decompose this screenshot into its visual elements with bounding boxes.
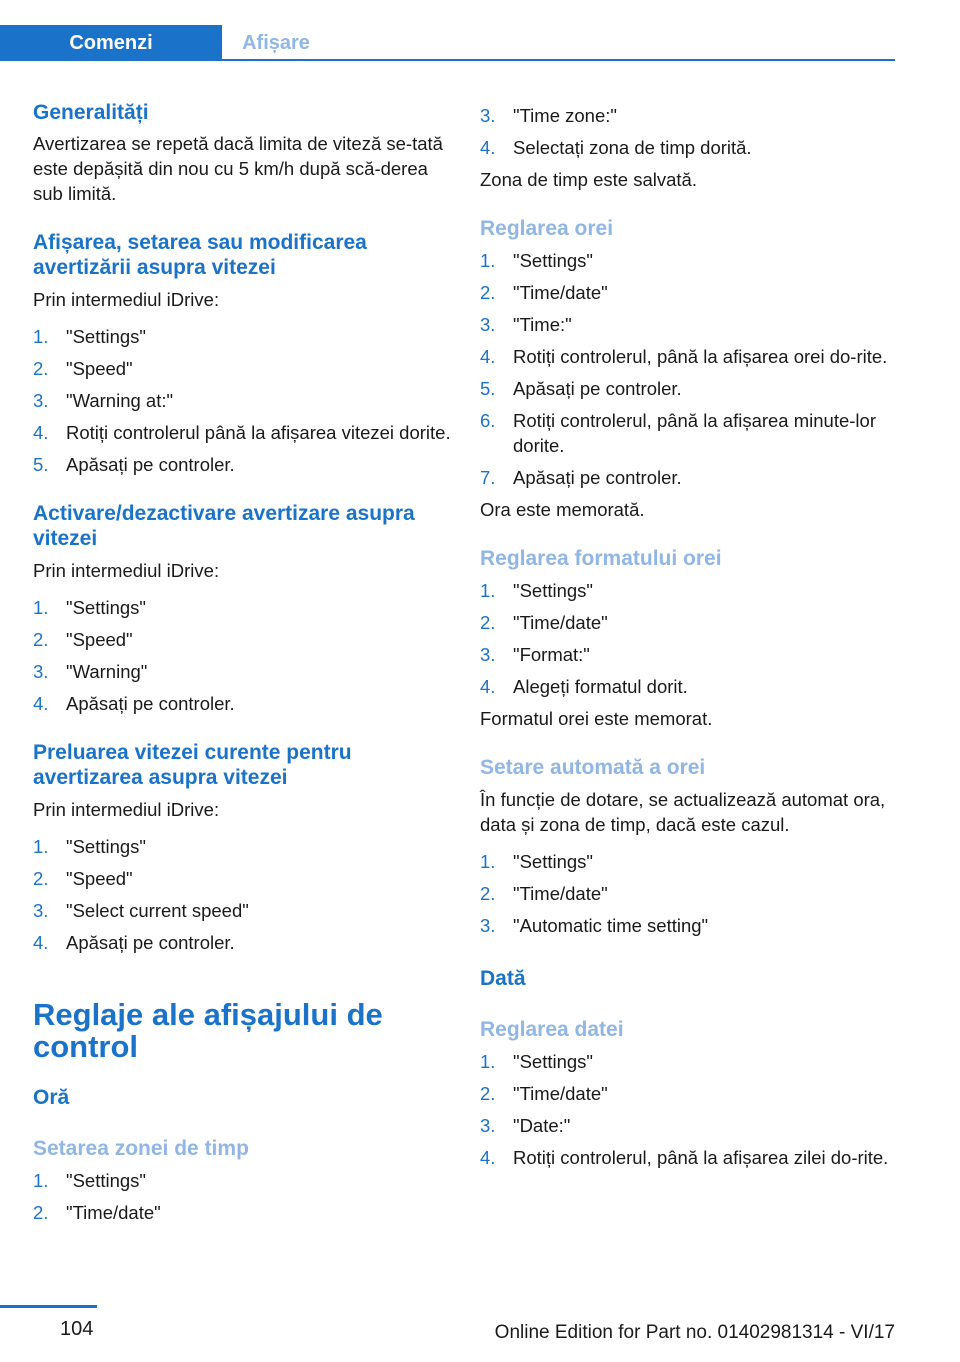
step-list: [480, 578, 898, 699]
step-list: [33, 1168, 451, 1225]
tab-afisare[interactable]: Afișare: [242, 32, 310, 54]
section-title: Preluarea vitezei curente pentru avertizarea asupra vitezei: [33, 741, 352, 789]
right-column: [480, 100, 898, 1170]
tab-comenzi[interactable]: Comenzi: [0, 25, 222, 61]
list-item: 4. Apăsați pe controler.: [33, 932, 235, 953]
step-list: [480, 1049, 898, 1170]
list-item: 4. Selectați zona de timp dorită.: [480, 137, 752, 158]
section-title: Activare/dezactivare avertizare asupra vitezei: [33, 502, 415, 550]
list-item: 6. Rotiți controlerul, până la afișarea minute-lor dorite.: [480, 410, 876, 456]
list-item: 1. "Settings": [480, 1051, 593, 1072]
step-list: [33, 834, 451, 955]
paragraph: Prin intermediul iDrive:: [33, 289, 220, 310]
left-column: [33, 100, 451, 1225]
subsection-title: Reglarea formatului orei: [480, 547, 722, 570]
list-item: 3. "Format:": [480, 644, 590, 665]
list-item: 3. "Automatic time setting": [480, 915, 709, 936]
list-item: 2. "Speed": [33, 868, 133, 889]
list-item: 4. Rotiți controlerul până la afișarea vitezei dorite.: [33, 422, 451, 443]
list-item: 2. "Time/date": [480, 282, 608, 303]
edition-note: Online Edition for Part no. 01402981314 - VI/17: [494, 1322, 895, 1343]
step-list: [480, 849, 898, 938]
list-item: 3. "Warning": [33, 661, 148, 682]
list-item: 3. "Time:": [480, 314, 572, 335]
list-item: 5. Apăsați pe controler.: [480, 378, 682, 399]
list-item: 2. "Speed": [33, 629, 133, 650]
list-item: 1. "Settings": [480, 851, 593, 872]
list-item: 1. "Settings": [33, 1170, 146, 1191]
list-item: 2. "Time/date": [480, 1083, 608, 1104]
paragraph: Formatul orei este memorat.: [480, 708, 713, 729]
list-item: 1. "Settings": [33, 597, 146, 618]
page-number: 104: [60, 1318, 94, 1340]
paragraph: Prin intermediul iDrive:: [33, 560, 220, 581]
section-title: Generalități: [33, 101, 149, 124]
list-item: 1. "Settings": [480, 580, 593, 601]
list-item: 2. "Time/date": [33, 1202, 161, 1223]
list-item: 3. "Select current speed": [33, 900, 249, 921]
list-item: 3. "Warning at:": [33, 390, 174, 411]
section-title: Dată: [480, 967, 526, 990]
step-list: [33, 324, 451, 477]
subsection-title: Setarea zonei de timp: [33, 1137, 249, 1160]
list-item: 2. "Time/date": [480, 883, 608, 904]
subsection-title: Reglarea datei: [480, 1018, 624, 1041]
subsection-title: Setare automată a orei: [480, 756, 706, 779]
footer-rule: [0, 1305, 97, 1308]
list-item: 1. "Settings": [33, 326, 146, 347]
tab-underline: [0, 59, 895, 61]
list-item: 4. Alegeți formatul dorit.: [480, 676, 688, 697]
paragraph: Avertizarea se repetă dacă limita de viteză se-tată este depășită din nou cu 5 km/h după scă-derea sub limită.: [33, 133, 443, 204]
list-item: 2. "Time/date": [480, 612, 608, 633]
paragraph: Prin intermediul iDrive:: [33, 799, 220, 820]
section-title: Oră: [33, 1086, 70, 1109]
list-item: 1. "Settings": [33, 836, 146, 857]
step-list: [480, 248, 898, 490]
chapter-title: Reglaje ale afișajului de control: [33, 997, 383, 1064]
list-item: 4. Apăsați pe controler.: [33, 693, 235, 714]
tab-bar: [0, 25, 895, 61]
paragraph: Zona de timp este salvată.: [480, 169, 697, 190]
list-item: 3. "Date:": [480, 1115, 571, 1136]
step-list: [480, 100, 898, 160]
list-item: 4. Rotiți controlerul, până la afișarea orei do-rite.: [480, 346, 888, 367]
list-item: 3. "Time zone:": [480, 105, 617, 126]
step-list: [33, 595, 451, 716]
list-item: 7. Apăsați pe controler.: [480, 467, 682, 488]
paragraph: Ora este memorată.: [480, 499, 645, 520]
list-item: 1. "Settings": [480, 250, 593, 271]
list-item: 2. "Speed": [33, 358, 133, 379]
list-item: 4. Rotiți controlerul, până la afișarea zilei do-rite.: [480, 1147, 889, 1168]
subsection-title: Reglarea orei: [480, 217, 614, 240]
section-title: Afișarea, setarea sau modificarea avertizării asupra vitezei: [33, 231, 367, 279]
paragraph: În funcție de dotare, se actualizează automat ora, data și zona de timp, dacă este cazul.: [480, 789, 886, 835]
list-item: 5. Apăsați pe controler.: [33, 454, 235, 475]
